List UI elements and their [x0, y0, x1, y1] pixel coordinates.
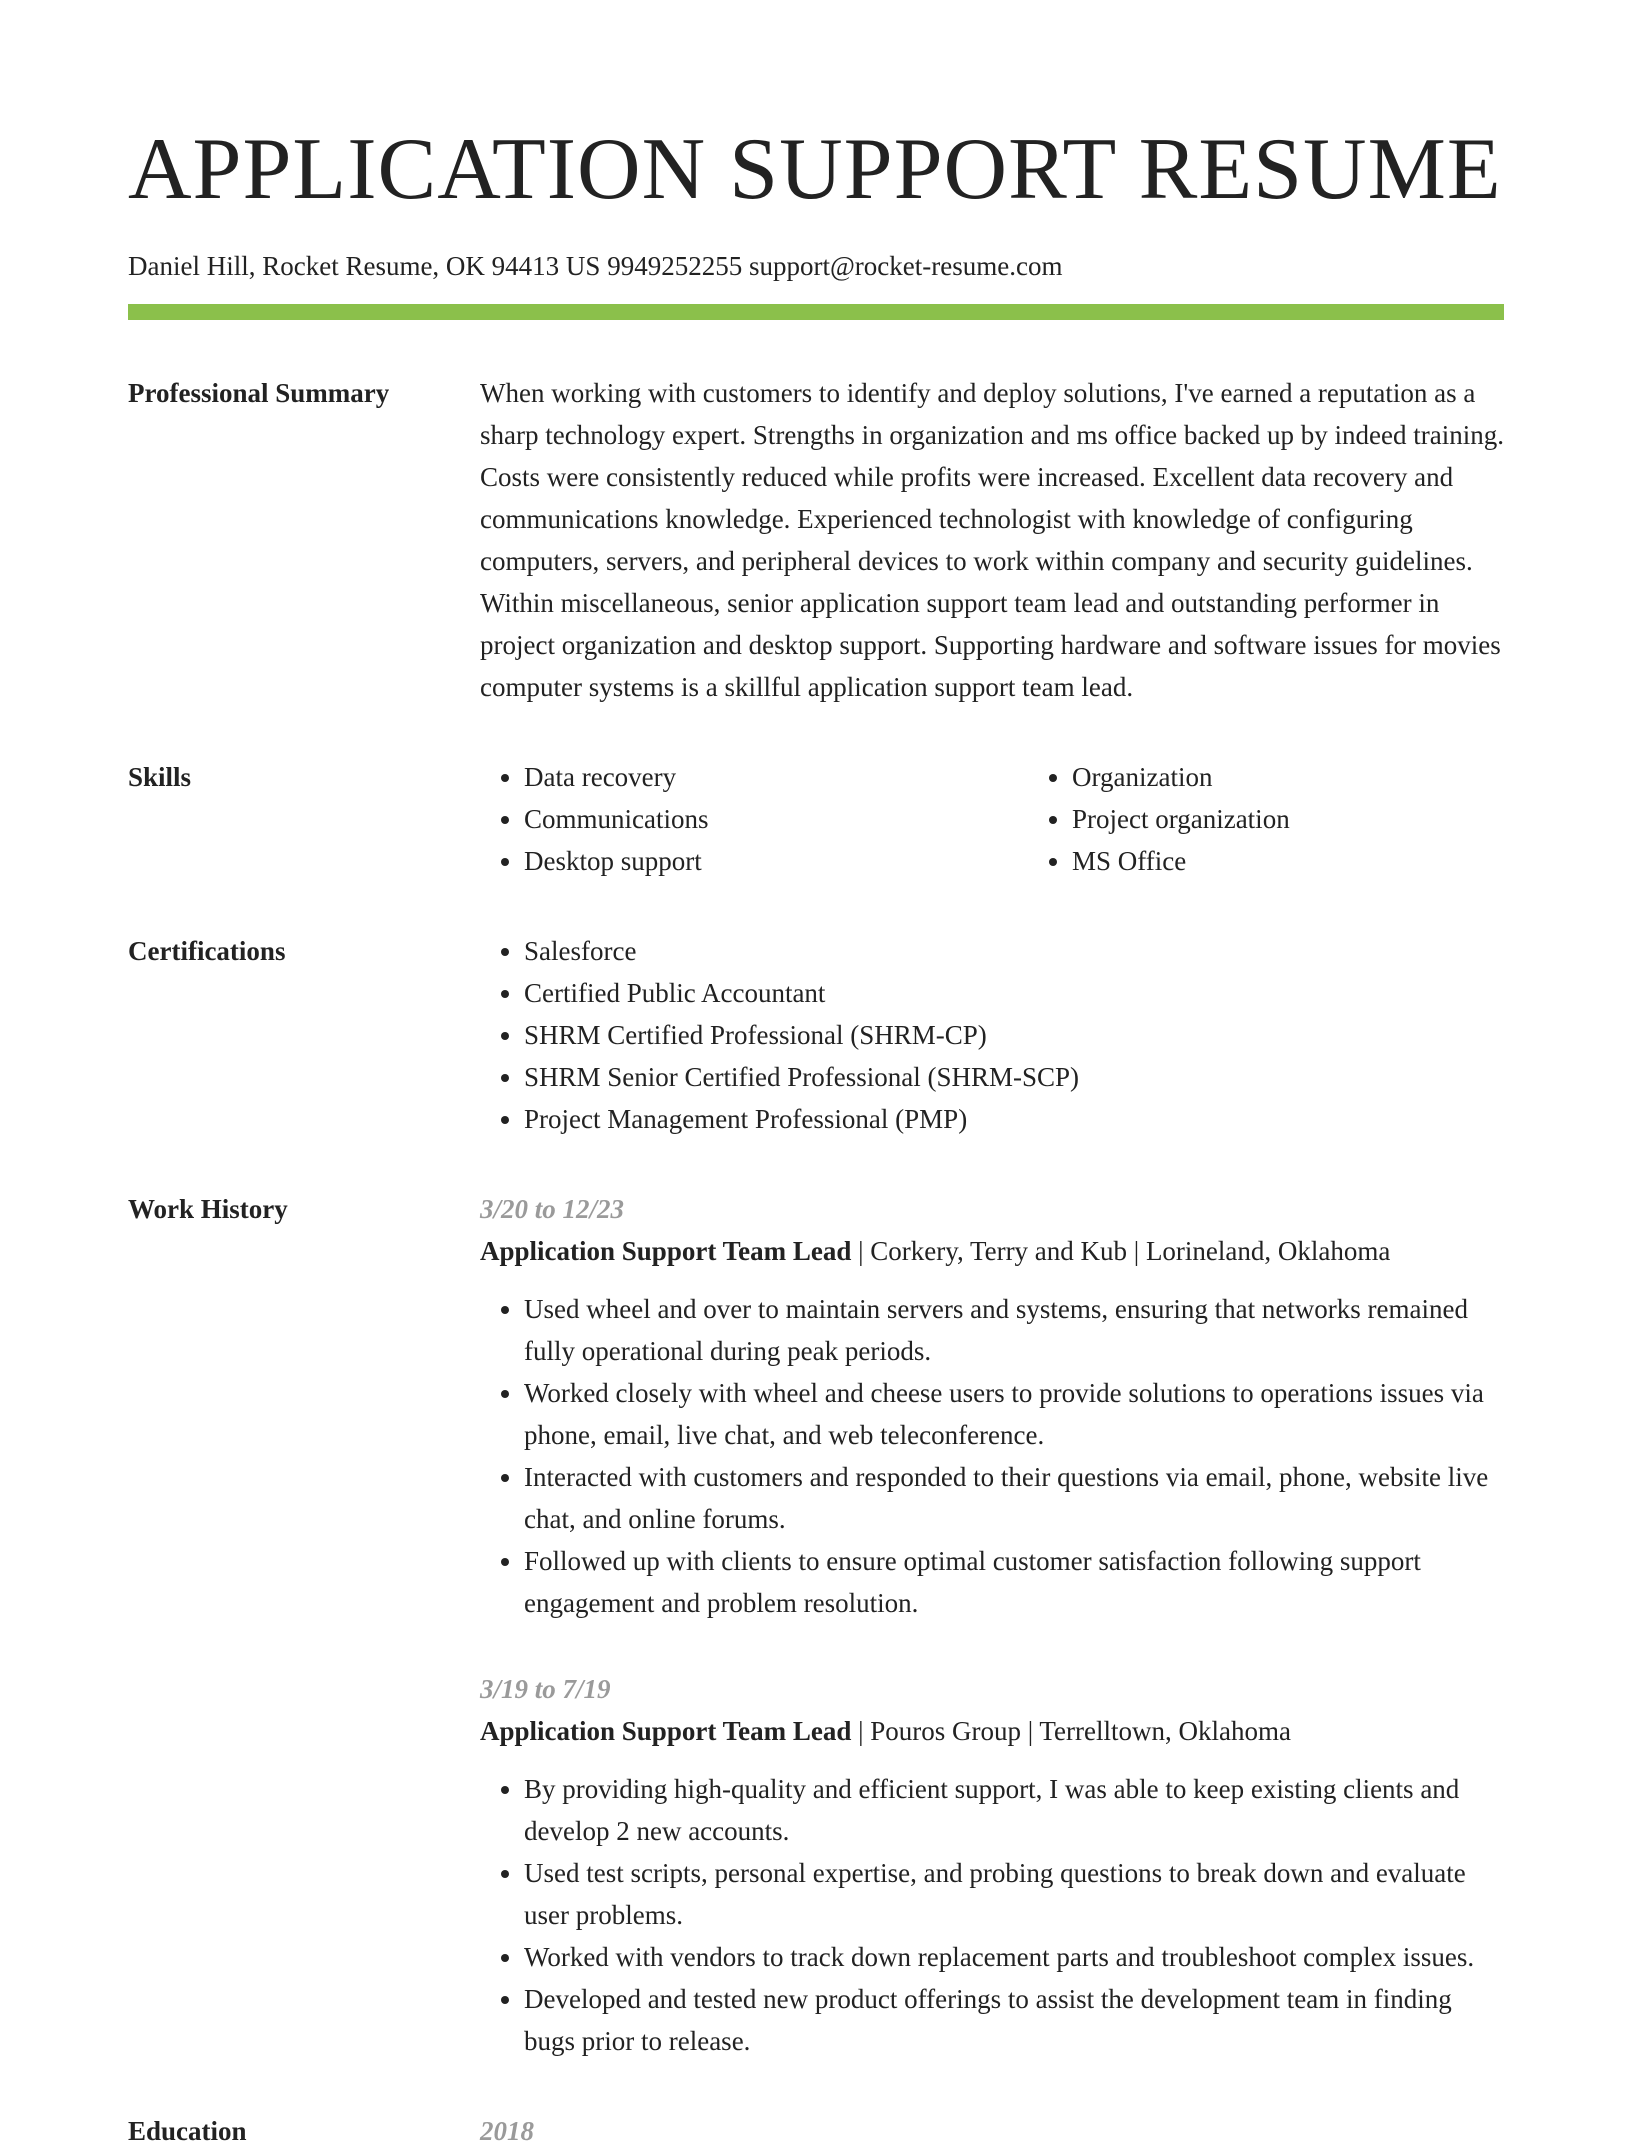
job-bullets — [480, 1288, 1504, 1624]
list-item: • By providing high-quality and efficient support, I was able to keep existing clients and develop 2 new accounts. — [524, 1768, 1504, 1852]
list-item: • Interacted with customers and responded to their questions via email, phone, website live chat, and online forums. — [524, 1456, 1504, 1540]
job-bullets — [480, 1768, 1504, 2062]
job-heading — [480, 1710, 1504, 1752]
list-item: • Communications — [524, 798, 1028, 840]
list-item: • Salesforce — [524, 930, 1504, 972]
list-item: • Certified Public Accountant — [524, 972, 1504, 1014]
certifications-list — [480, 930, 1504, 1140]
list-item: • Developed and tested new product offerings to assist the development team in finding bugs prior to release. — [524, 1978, 1504, 2062]
education-date: 2018 — [480, 2116, 534, 2146]
job-details: | Pouros Group | Terrelltown, Oklahoma — [851, 1716, 1291, 1746]
job-entry — [480, 1188, 1504, 1624]
list-item: • Followed up with clients to ensure optimal customer satisfaction following support engagement and problem resolution. — [524, 1540, 1504, 1624]
list-item: • Data recovery — [524, 756, 1028, 798]
list-item: • Used test scripts, personal expertise, and probing questions to break down and evaluate user problems. — [524, 1852, 1504, 1936]
accent-divider — [128, 304, 1504, 320]
job-date: 3/20 to 12/23 — [480, 1194, 625, 1224]
list-item: • MS Office — [1072, 840, 1576, 882]
list-item: • Worked with vendors to track down replacement parts and troubleshoot complex issues. — [524, 1936, 1504, 1978]
job-date: 3/19 to 7/19 — [480, 1674, 611, 1704]
job-entry — [480, 1668, 1504, 2062]
resume-title: APPLICATION SUPPORT RESUME — [128, 121, 1502, 218]
job-details: | Corkery, Terry and Kub | Lorineland, Oklahoma — [851, 1236, 1391, 1266]
job-role: Application Support Team Lead — [480, 1716, 852, 1746]
job-role: Application Support Team Lead — [480, 1236, 852, 1266]
section-label-summary: Professional Summary — [128, 378, 390, 408]
list-item: • Desktop support — [524, 840, 1028, 882]
education-section — [128, 2110, 1504, 2152]
list-item: • SHRM Certified Professional (SHRM-CP) — [524, 1014, 1504, 1056]
section-label-education: Education — [128, 2116, 247, 2146]
section-label-certifications: Certifications — [128, 936, 286, 966]
summary-text: When working with customers to identify and deploy solutions, I've earned a reputation as a sharp technology expert. Strengths in organization and ms office backed up by indeed training. Costs were consistently reduced while profits were increased. Excellent data recovery and communications knowledge. Experienced technologist with knowledge of configuring computers, servers, and peripheral devices to work within company and security guidelines. Within miscellaneous, senior application support team lead and outstanding performer in project organization and desktop support. Supporting hardware and software issues for movies computer systems is a skillful application support team lead. — [480, 378, 1504, 702]
list-item: • Project organization — [1072, 798, 1576, 840]
list-item: • Used wheel and over to maintain servers and systems, ensuring that networks remained fully operational during peak periods. — [524, 1288, 1504, 1372]
list-item: • Project Management Professional (PMP) — [524, 1098, 1504, 1140]
skills-list-right — [1028, 756, 1576, 882]
summary-section — [128, 372, 1504, 708]
list-item: • Organization — [1072, 756, 1576, 798]
list-item: • SHRM Senior Certified Professional (SHRM-SCP) — [524, 1056, 1504, 1098]
section-label-work-history: Work History — [128, 1194, 288, 1224]
contact-line: Daniel Hill, Rocket Resume, OK 94413 US 9949252255 support@rocket-resume.com — [128, 251, 1063, 281]
certifications-section — [128, 930, 1504, 1140]
section-label-skills: Skills — [128, 762, 192, 792]
skills-section — [128, 756, 1504, 882]
skills-list-left — [480, 756, 1028, 882]
work-history-section — [128, 1188, 1504, 2062]
job-heading — [480, 1230, 1504, 1272]
list-item: • Worked closely with wheel and cheese users to provide solutions to operations issues via phone, email, live chat, and web teleconference. — [524, 1372, 1504, 1456]
